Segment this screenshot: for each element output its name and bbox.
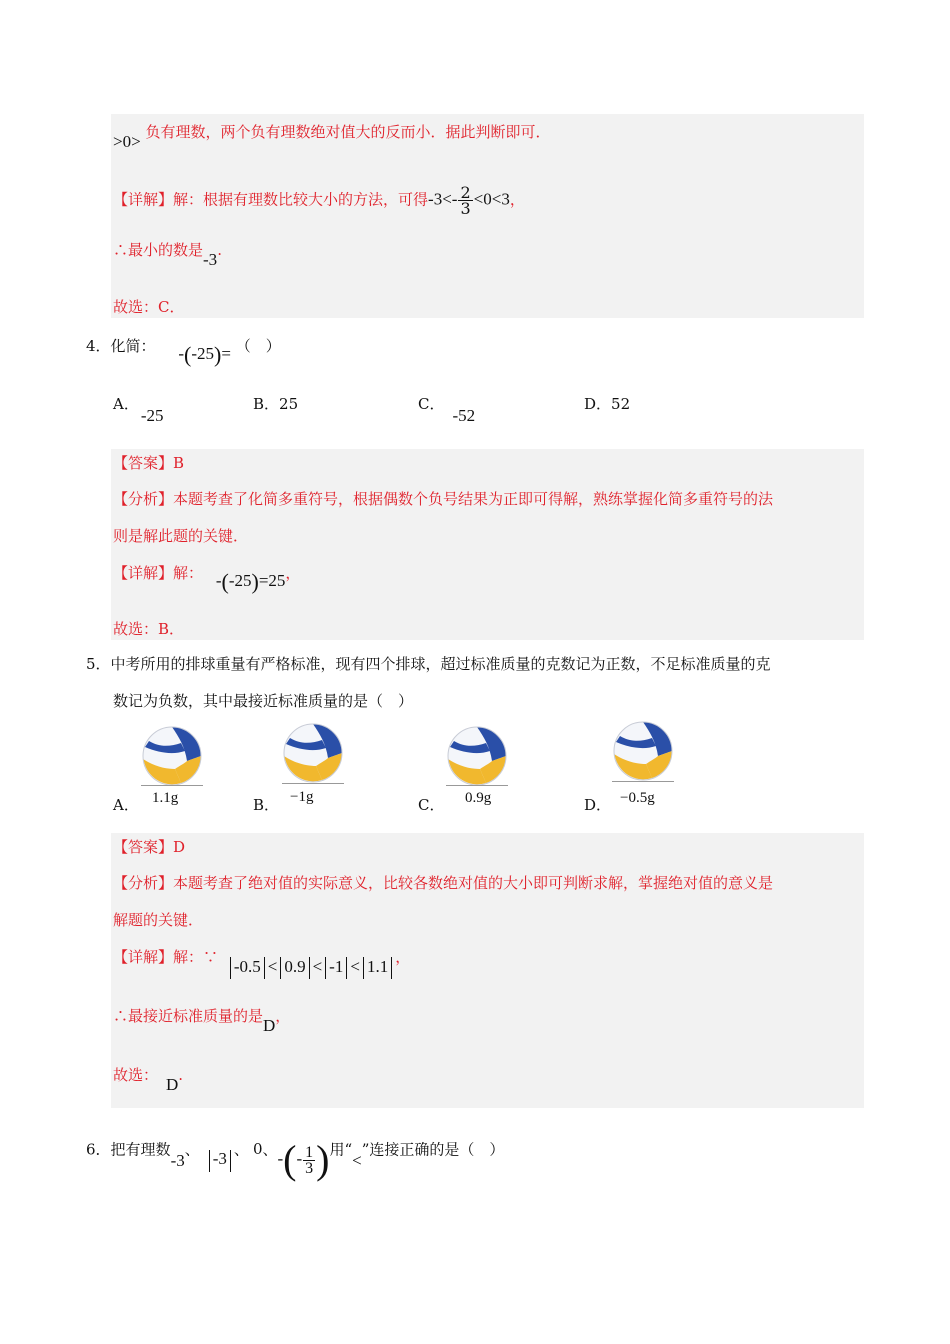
q6-frac-num: 1 [305, 1144, 314, 1161]
q6-stem-c: ”连接正确的是（ ） [361, 1140, 505, 1159]
q4-expr-eq: = [221, 344, 231, 363]
q5-option-a-letter: A． [113, 796, 139, 814]
q4-expr-neg: - [178, 344, 185, 363]
q4-option-a-value: -25 [140, 406, 164, 425]
q6-fraction [303, 1145, 315, 1176]
q6-stem-b: 用“ [329, 1140, 353, 1159]
q5-conclusion [113, 1006, 291, 1035]
q4-detail-text: 解： [173, 564, 204, 582]
q5-option-c-letter: C． [418, 796, 445, 814]
q5-choice-val: D [166, 1075, 179, 1094]
q4-detail-inner: -25 [228, 571, 252, 590]
q4-blank: （ ） [235, 337, 281, 355]
q5-choice-label: 故选： [113, 1066, 159, 1084]
q4-option-c[interactable] [418, 394, 476, 425]
q4-stem [86, 336, 281, 368]
q3-cont-text: 负有理数，两个负有理数绝对值大的反而小．据此判断即可． [145, 123, 551, 141]
q6-sep-3: 、 [262, 1140, 278, 1159]
q4-expr-inner: -25 [191, 344, 215, 363]
q4-option-c-value: -52 [452, 406, 476, 425]
q3-continuation [113, 122, 551, 151]
q6-sep-2: 、 [233, 1140, 249, 1159]
q4-expression: -(-25)= [178, 342, 231, 368]
q4-detail [113, 563, 301, 595]
q4-option-a-letter: A． [113, 395, 139, 413]
q5-option-b[interactable] [253, 795, 279, 815]
q4-comma: ， [285, 564, 301, 582]
q3-fraction [458, 185, 472, 216]
q5-abs-3: -1 [329, 957, 344, 976]
q6-sep-1: 、 [184, 1140, 200, 1159]
q4-option-d-value: 52 [611, 395, 631, 413]
q5-stem [86, 654, 771, 674]
q5-option-b-label: −1g [290, 789, 314, 805]
q4-choice: 故选：B． [113, 620, 185, 638]
q4-option-a[interactable] [113, 394, 164, 425]
q6-value-3: 0 [252, 1140, 263, 1159]
q5-option-d[interactable] [584, 795, 611, 815]
q6-number: 6． [86, 1140, 111, 1159]
q5-number: 5． [86, 655, 111, 673]
q5-abs-1: -0.5 [233, 957, 261, 976]
q6-value-2-inner: -3 [212, 1149, 227, 1169]
q3-dot: . [217, 241, 222, 259]
q3-explanation-box [111, 114, 864, 318]
q3-choice: 故选：C． [113, 298, 185, 316]
q3-comma: ， [509, 190, 525, 209]
q5-choice [113, 1065, 184, 1094]
q4-detail-tag: 【详解】 [113, 564, 174, 582]
q5-option-c[interactable] [418, 795, 444, 815]
q5-detail-text: 解：∵ [173, 948, 219, 966]
volleyball-icon [446, 725, 508, 787]
q5-option-d-label: −0.5g [620, 790, 655, 806]
q3-frac-num: 2 [460, 183, 471, 202]
q4-option-d-letter: D． [584, 395, 612, 413]
q5-stem-cont: 数记为负数，其中最接近标准质量的是（ ） [113, 692, 414, 710]
q3-detail-expr-b: <0<3 [473, 189, 510, 209]
q5-option-b-letter: B． [253, 796, 280, 814]
q3-conclusion-text: ∴最小的数是 [113, 241, 204, 259]
volleyball-icon [612, 720, 674, 782]
q4-answer-value: B [173, 454, 185, 472]
q4-detail-expression: -(-25)=25 [215, 569, 286, 595]
q5-conclusion-val: D [263, 1016, 276, 1035]
q5-option-d-letter: D． [584, 796, 612, 814]
q3-frac-den: 3 [460, 199, 471, 218]
q5-abs-inequality [227, 957, 395, 976]
q4-analysis-tag: 【分析】 [113, 490, 174, 508]
q4-answer [113, 453, 184, 473]
q6-lt-symbol: < [352, 1151, 362, 1171]
q3-conclusion-val: -3 [203, 250, 218, 269]
q6-value-4: -(- $\frac{1}{3}$ ) [277, 1137, 330, 1183]
q6-stem-a: 把有理数 [110, 1140, 171, 1159]
q3-detail [113, 185, 525, 216]
q6-stem [86, 1135, 505, 1183]
q4-analysis-cont: 则是解此题的关键． [113, 527, 249, 545]
q5-lt-2: < [312, 957, 323, 976]
q5-answer [113, 837, 185, 857]
q5-comma: ， [395, 948, 411, 966]
q6-value-4-neg: - [277, 1149, 284, 1169]
q4-detail-result: =25 [258, 571, 286, 590]
q5-choice-dot: . [178, 1066, 184, 1084]
q5-abs-4: 1.1 [366, 957, 389, 976]
scale-line [446, 785, 508, 786]
q3-detail-tag: 【详解】 [113, 190, 174, 209]
q5-analysis-cont: 解题的关键． [113, 911, 204, 929]
q3-conclusion [113, 240, 222, 269]
volleyball-icon [282, 722, 344, 784]
q4-option-d[interactable] [584, 394, 630, 414]
q5-analysis [113, 873, 773, 893]
q4-number: 4． [86, 337, 111, 355]
q5-analysis-line1: 本题考查了绝对值的实际意义，比较各数绝对值的大小即可判断求解，掌握绝对值的意义是 [173, 874, 774, 892]
q3-detail-expr-a: -3<- [428, 189, 458, 209]
q5-analysis-tag: 【分析】 [113, 874, 174, 892]
scale-line [282, 783, 344, 784]
volleyball-icon [141, 725, 203, 787]
q4-option-b-value: 25 [279, 395, 299, 413]
q5-detail [113, 947, 411, 976]
q5-lt-1: < [267, 957, 278, 976]
q5-option-a[interactable] [113, 795, 139, 815]
q5-stem-line1: 中考所用的排球重量有严格标准，现有四个排球，超过标准质量的克数记为正数，不足标准质量的克 [110, 655, 771, 673]
q6-frac-den: 3 [305, 1160, 314, 1177]
q5-conclusion-text: ∴最接近标准质量的是 [113, 1007, 264, 1025]
q6-frac-sign: - [296, 1149, 303, 1169]
q4-option-c-letter: C． [418, 395, 445, 413]
q5-abs-2: 0.9 [284, 957, 306, 976]
q4-analysis [113, 489, 773, 509]
scale-line [612, 781, 674, 782]
scale-line [141, 785, 203, 786]
q4-analysis-line1: 本题考查了化简多重符号，根据偶数个负号结果为正即可得解，熟练掌握化简多重符号的法 [173, 490, 774, 508]
q3-detail-text: 解：根据有理数比较大小的方法，可得 [173, 190, 429, 209]
q5-conclusion-comma: ， [275, 1007, 291, 1025]
q5-detail-tag: 【详解】 [113, 948, 174, 966]
q6-value-1: -3 [170, 1151, 185, 1171]
q4-option-b[interactable] [253, 394, 298, 414]
q5-answer-tag: 【答案】 [113, 838, 174, 856]
q6-value-2 [206, 1149, 234, 1168]
q4-detail-neg: - [215, 571, 222, 590]
q3-cont-prefix: >0> [113, 132, 141, 151]
q5-answer-value: D [173, 838, 186, 856]
q4-answer-tag: 【答案】 [113, 454, 174, 472]
q5-lt-3: < [350, 957, 360, 976]
q4-option-b-letter: B． [253, 395, 280, 413]
q4-stem-text: 化简： [110, 337, 156, 355]
q5-option-a-label: 1.1g [152, 790, 179, 806]
q5-option-c-label: 0.9g [465, 790, 492, 806]
